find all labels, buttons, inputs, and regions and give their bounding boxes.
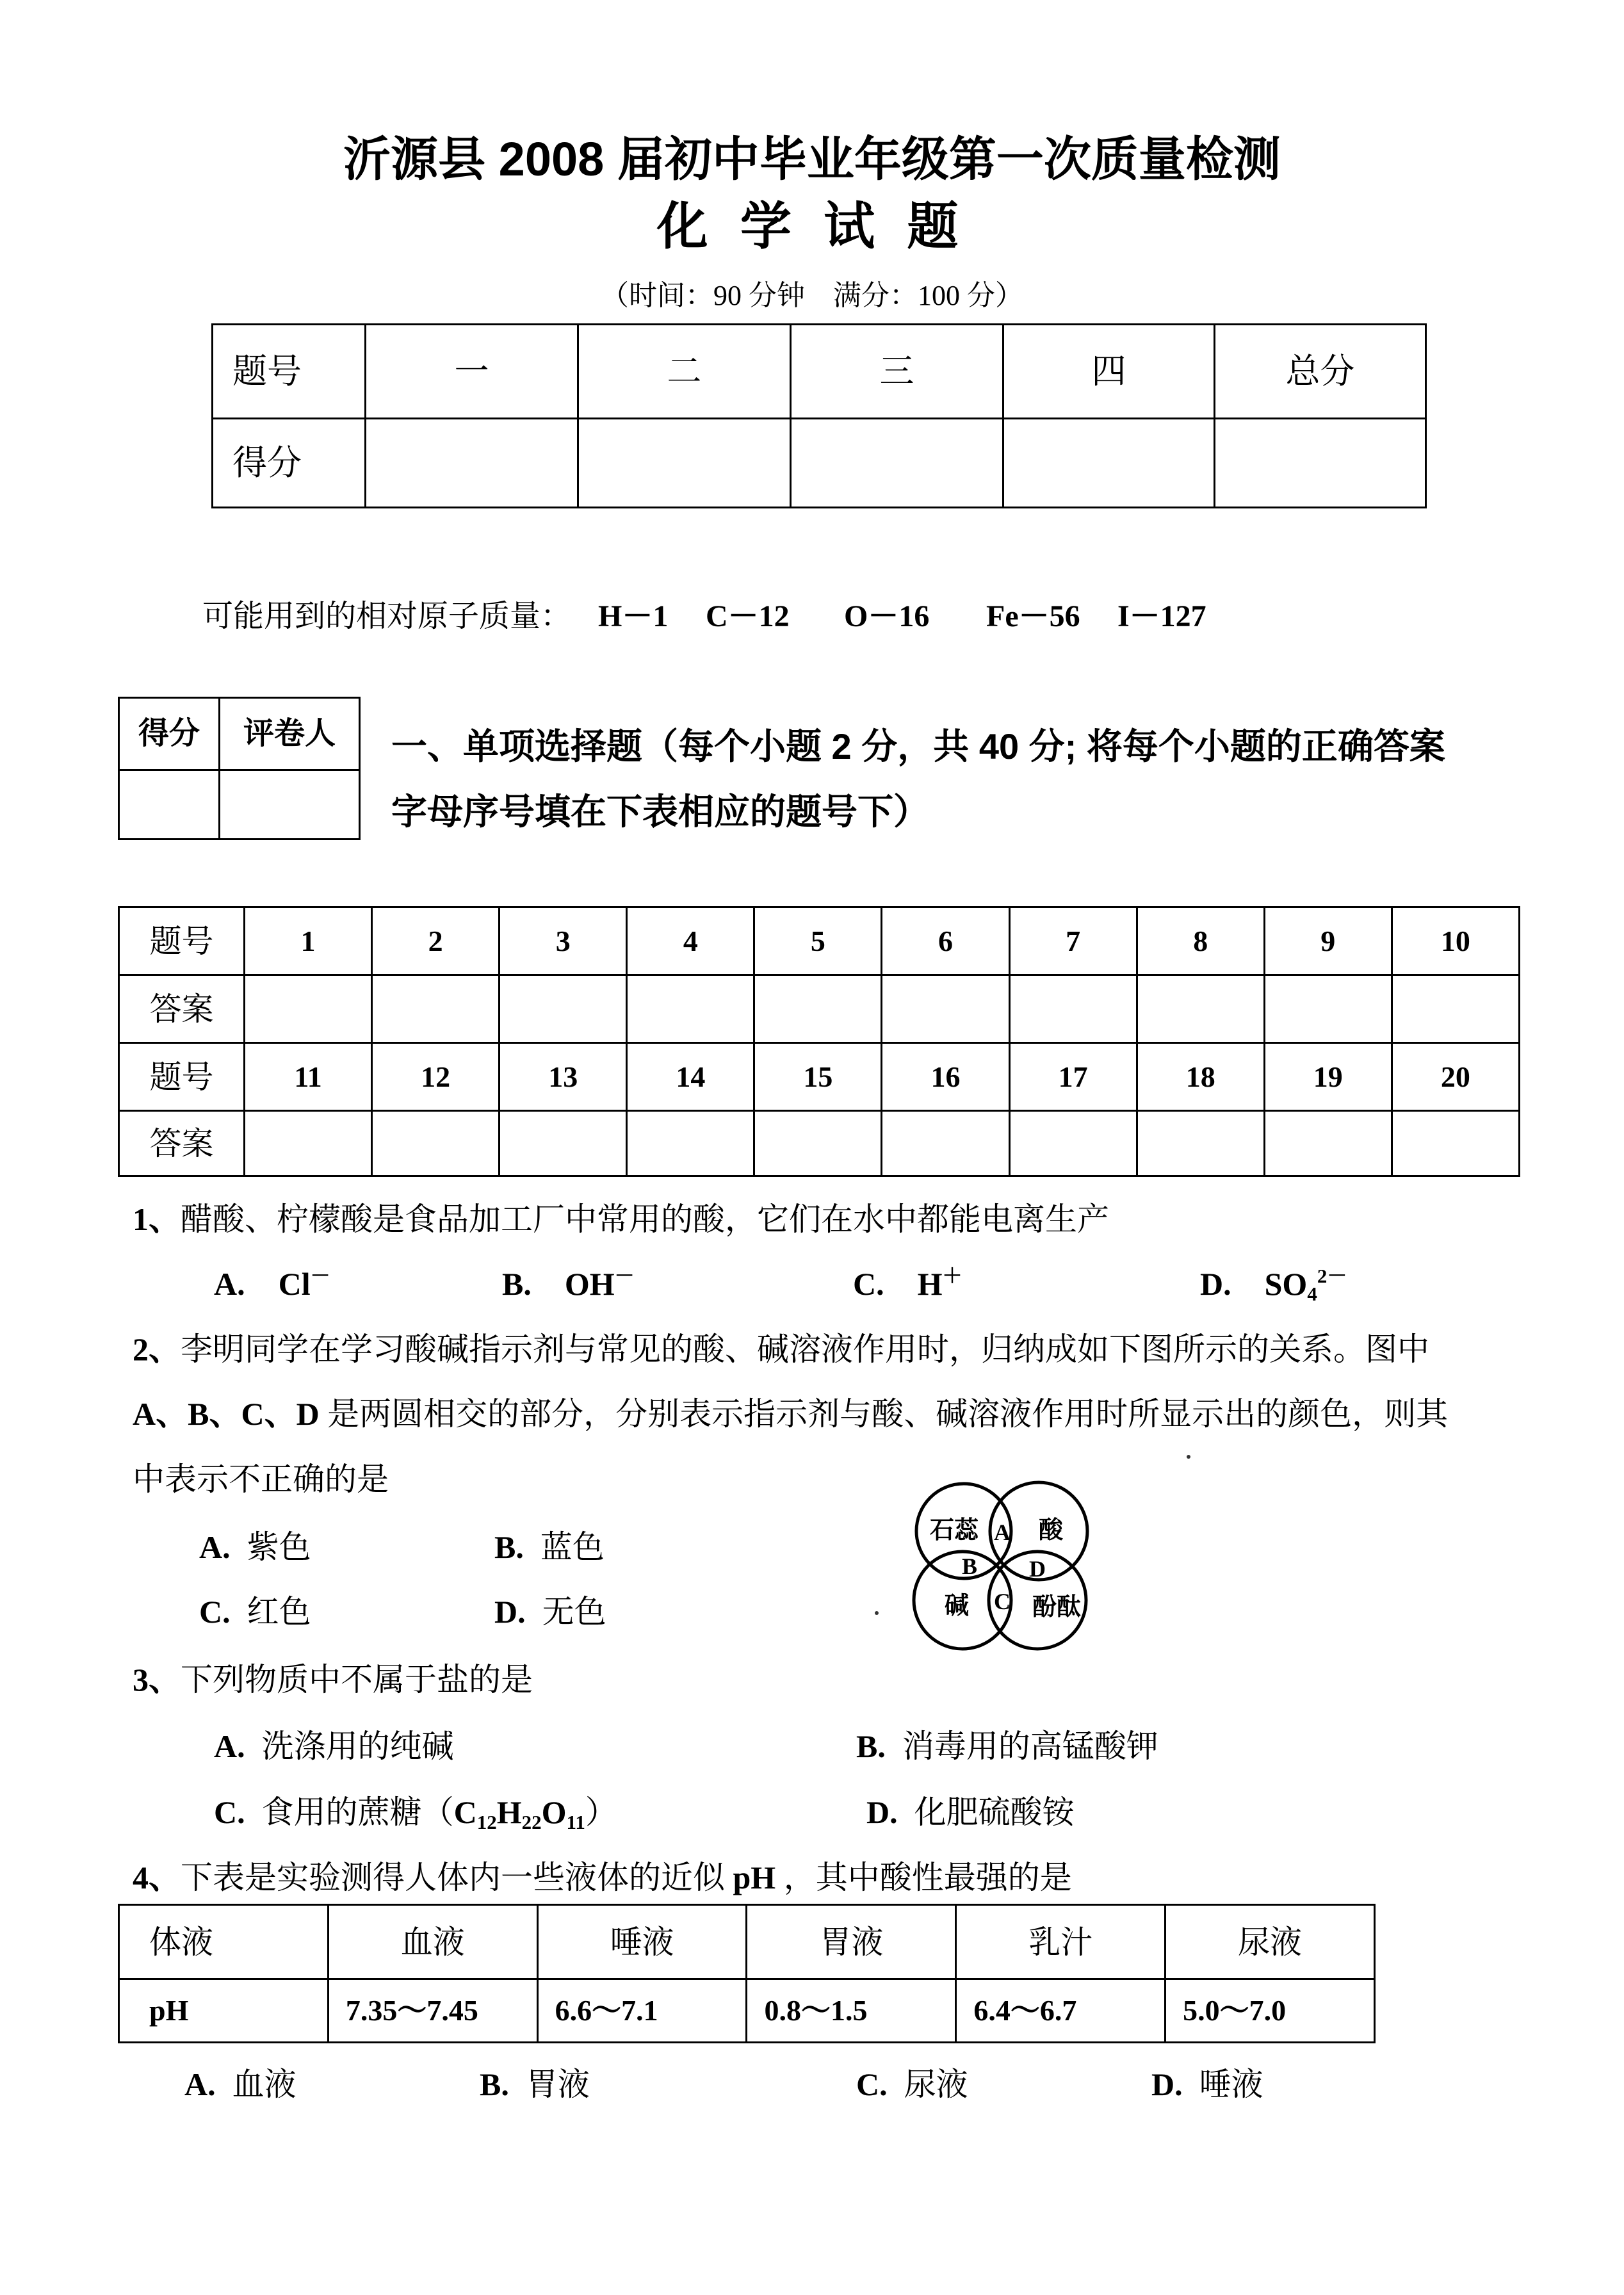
ph-table-header-cell: 唾液 xyxy=(537,1905,747,1979)
sucrose-formula xyxy=(453,1794,585,1833)
litmus-label: 石蕊 xyxy=(929,1517,979,1544)
region-letters: A、B、C、D xyxy=(133,1396,320,1432)
ph-table-header-row xyxy=(119,1905,1375,1979)
grader-box xyxy=(118,697,361,840)
ion-charge: ＋ xyxy=(942,1265,962,1288)
question-number: 8 xyxy=(1137,907,1264,975)
score-table-header-row xyxy=(213,325,1426,419)
section-1-heading-line-1: 一、单项选择题（每个小题 2 分，共 40 分; 将每个小题的正确答案 xyxy=(391,726,1445,766)
grader-box-score-label: 得分 xyxy=(119,698,220,770)
question-2-stem-line-3: 中表示不正确的是 xyxy=(133,1461,389,1497)
question-number: 9 xyxy=(1264,907,1392,975)
question-number: 5 xyxy=(754,907,882,975)
answer-cell xyxy=(372,1111,499,1176)
score-summary-table xyxy=(211,323,1427,508)
question-1-option-b xyxy=(502,1265,635,1302)
option-letter: C. xyxy=(856,2066,888,2102)
question-2-stem-line-1 xyxy=(133,1333,1429,1365)
formula-subscript: 4 xyxy=(1307,1282,1317,1305)
question-text: 下列物质中不属于盐的是 xyxy=(181,1662,533,1698)
atomic-mass-label: 可能用到的相对原子质量： xyxy=(202,599,572,633)
indicator-venn-diagram xyxy=(897,1466,1114,1665)
question-4-stem xyxy=(133,1861,1072,1894)
option-letter: D. xyxy=(866,1794,898,1830)
question-2-option-a xyxy=(199,1531,311,1563)
question-2-option-d xyxy=(494,1596,606,1628)
ion-charge: － xyxy=(310,1265,330,1288)
formula-symbol: H xyxy=(917,1266,943,1302)
option-text: 消毒用的高锰酸钾 xyxy=(902,1728,1158,1764)
option-letter: B. xyxy=(856,1728,886,1764)
grader-box-blank-row xyxy=(119,770,360,839)
option-text: 蓝色 xyxy=(540,1529,605,1565)
option-letter: A. xyxy=(214,1728,245,1764)
ph-table-header-cell: 血液 xyxy=(328,1905,537,1979)
question-2-option-b xyxy=(494,1531,605,1563)
question-number: 18 xyxy=(1137,1043,1264,1111)
question-number: 12 xyxy=(372,1043,499,1111)
question-number: 19 xyxy=(1264,1043,1392,1111)
answer-sheet-answer-label: 答案 xyxy=(119,1111,245,1176)
formula-subscript: 11 xyxy=(566,1810,585,1833)
score-table-part-3: 三 xyxy=(791,325,1003,419)
question-3-option-d xyxy=(866,1796,1075,1828)
question-2-option-c xyxy=(199,1596,311,1628)
answer-sheet-table xyxy=(118,906,1520,1177)
region-b-label: B xyxy=(961,1553,978,1579)
question-text: 下表是实验测得人体内一些液体的近似 xyxy=(181,1860,733,1895)
ph-table-row-label: pH xyxy=(119,1979,329,2043)
ph-table-value-cell: 0.8～1.5 xyxy=(747,1979,956,2043)
answer-cell xyxy=(1392,975,1519,1043)
question-3-option-b xyxy=(856,1730,1158,1762)
score-table-score-label: 得分 xyxy=(213,419,366,508)
question-3-option-c xyxy=(214,1794,617,1833)
answer-sheet-number-row xyxy=(119,1043,1520,1111)
formula-symbol: Cl xyxy=(278,1266,311,1302)
section-1-heading-line-2: 字母序号填在下表相应的题号下） xyxy=(391,791,929,832)
option-letter: D. xyxy=(1151,2066,1183,2102)
question-1-option-d xyxy=(1200,1265,1347,1305)
answer-sheet-answer-row xyxy=(119,975,1520,1043)
body-fluid-ph-table xyxy=(118,1904,1376,2043)
answer-cell xyxy=(499,975,627,1043)
option-letter: B. xyxy=(494,1529,524,1565)
ion-charge: － xyxy=(614,1265,635,1288)
atomic-mass-h: H－1 xyxy=(598,599,669,633)
atomic-mass-i: I－127 xyxy=(1117,599,1206,633)
grader-box-header-row xyxy=(119,698,360,770)
option-text: 化肥硫酸铵 xyxy=(914,1794,1075,1830)
question-text: 李明同学在学习酸碱指示剂与常见的酸、碱溶液作用时，归纳成如下图所示的关系。图中 xyxy=(181,1331,1429,1367)
option-letter: D. xyxy=(494,1594,526,1630)
question-4-option-d xyxy=(1151,2068,1263,2100)
acid-label: 酸 xyxy=(1038,1517,1064,1544)
question-number: 7 xyxy=(1009,907,1137,975)
score-table-part-1: 一 xyxy=(366,325,578,419)
question-number: 17 xyxy=(1009,1043,1137,1111)
formula-symbol: O xyxy=(541,1794,567,1830)
ph-term: pH xyxy=(733,1860,776,1895)
question-number: 1、 xyxy=(133,1201,181,1237)
score-cell xyxy=(1003,419,1215,508)
question-number: 6 xyxy=(882,907,1009,975)
answer-sheet-question-label: 题号 xyxy=(119,1043,245,1111)
option-letter: D. xyxy=(1200,1266,1231,1302)
question-number: 2、 xyxy=(133,1331,181,1367)
exam-time-and-score: （时间：90 分钟 满分：100 分） xyxy=(601,280,1023,311)
question-1-option-c xyxy=(853,1265,962,1302)
score-cell xyxy=(578,419,791,508)
option-letter: B. xyxy=(480,2066,509,2102)
option-text: 紫色 xyxy=(247,1529,311,1565)
answer-cell xyxy=(627,1111,754,1176)
ion-formula xyxy=(918,1266,962,1302)
question-2-stem-line-2 xyxy=(133,1398,1448,1430)
grader-box-grader-cell xyxy=(220,770,360,839)
question-4-option-b xyxy=(480,2068,590,2100)
answer-sheet-question-label: 题号 xyxy=(119,907,245,975)
ion-charge: 2－ xyxy=(1317,1265,1347,1288)
answer-cell xyxy=(1264,975,1392,1043)
answer-sheet-number-row xyxy=(119,907,1520,975)
score-table-part-2: 二 xyxy=(578,325,791,419)
ion-formula xyxy=(279,1266,330,1302)
question-number: 11 xyxy=(245,1043,372,1111)
score-table-question-label: 题号 xyxy=(213,325,366,419)
question-number: 10 xyxy=(1392,907,1519,975)
formula-subscript: 12 xyxy=(476,1810,497,1833)
answer-cell xyxy=(882,1111,1009,1176)
formula-symbol: SO xyxy=(1264,1266,1308,1302)
option-text: 无色 xyxy=(542,1594,606,1630)
option-letter: C. xyxy=(214,1794,245,1830)
question-number: 3 xyxy=(499,907,627,975)
region-a-label: A xyxy=(994,1520,1011,1545)
formula-symbol: H xyxy=(496,1794,522,1830)
atomic-mass-c: C－12 xyxy=(706,599,790,633)
formula-symbol: OH xyxy=(564,1266,615,1302)
scan-speck xyxy=(875,1611,879,1615)
answer-sheet-answer-row xyxy=(119,1111,1520,1176)
option-text: 血液 xyxy=(232,2066,296,2102)
ph-table-value-cell: 6.6～7.1 xyxy=(537,1979,747,2043)
question-1-stem xyxy=(133,1203,1109,1235)
ion-formula xyxy=(565,1266,635,1302)
ph-table-header-cell: 体液 xyxy=(119,1905,329,1979)
question-number: 4、 xyxy=(133,1860,181,1895)
answer-cell xyxy=(372,975,499,1043)
atomic-mass-o: O－16 xyxy=(844,599,930,633)
question-3-option-a xyxy=(214,1730,454,1762)
ph-table-header-cell: 胃液 xyxy=(747,1905,956,1979)
answer-cell xyxy=(245,1111,372,1176)
option-letter: A. xyxy=(184,2066,216,2102)
question-4-option-a xyxy=(184,2068,296,2100)
answer-cell xyxy=(245,975,372,1043)
score-table-part-4: 四 xyxy=(1003,325,1215,419)
answer-cell xyxy=(1392,1111,1519,1176)
question-1-option-a xyxy=(214,1265,330,1302)
exam-title: 沂源县 2008 届初中毕业年级第一次质量检测 xyxy=(343,133,1281,186)
answer-cell xyxy=(754,975,882,1043)
answer-cell xyxy=(1137,1111,1264,1176)
option-text: 胃液 xyxy=(525,2066,590,2102)
answer-cell xyxy=(627,975,754,1043)
option-text-closing: ） xyxy=(585,1794,617,1830)
answer-sheet-answer-label: 答案 xyxy=(119,975,245,1043)
formula-subscript: 22 xyxy=(521,1810,542,1833)
answer-cell xyxy=(499,1111,627,1176)
question-text: ，其中酸性最强的是 xyxy=(775,1860,1072,1895)
question-number: 3、 xyxy=(133,1662,181,1698)
score-cell xyxy=(366,419,578,508)
question-number: 4 xyxy=(627,907,754,975)
option-letter: C. xyxy=(199,1594,231,1630)
subject-title: 化 学 试 题 xyxy=(656,198,968,255)
option-letter: A. xyxy=(199,1529,231,1565)
option-letter: B. xyxy=(502,1266,532,1302)
score-cell xyxy=(791,419,1003,508)
formula-symbol: C xyxy=(453,1794,477,1830)
ph-table-header-cell: 尿液 xyxy=(1165,1905,1375,1979)
region-c-label: C xyxy=(994,1589,1011,1614)
ph-table-value-row xyxy=(119,1979,1375,2043)
option-text: 洗涤用的纯碱 xyxy=(261,1728,454,1764)
answer-cell xyxy=(1009,975,1137,1043)
question-number: 15 xyxy=(754,1043,882,1111)
score-table-score-row xyxy=(213,419,1426,508)
question-text: 醋酸、柠檬酸是食品加工厂中常用的酸，它们在水中都能电离生产 xyxy=(181,1201,1109,1237)
question-number: 16 xyxy=(882,1043,1009,1111)
option-letter: C. xyxy=(853,1266,884,1302)
question-4-option-c xyxy=(856,2068,968,2100)
grader-box-score-cell xyxy=(119,770,220,839)
score-table-total: 总分 xyxy=(1215,325,1426,419)
option-text: 食用的蔗糖（ xyxy=(261,1794,454,1830)
ph-table-value-cell: 7.35～7.45 xyxy=(328,1979,537,2043)
question-text: 是两圆相交的部分，分别表示指示剂与酸、碱溶液作用时所显示出的颜色，则其 xyxy=(319,1396,1449,1432)
answer-cell xyxy=(1009,1111,1137,1176)
base-label: 碱 xyxy=(944,1593,970,1619)
ph-table-header-cell: 乳汁 xyxy=(956,1905,1165,1979)
answer-cell xyxy=(882,975,1009,1043)
question-3-stem xyxy=(133,1664,533,1696)
option-text: 红色 xyxy=(247,1594,311,1630)
ph-table-value-cell: 5.0～7.0 xyxy=(1165,1979,1375,2043)
question-number: 13 xyxy=(499,1043,627,1111)
answer-cell xyxy=(1264,1111,1392,1176)
question-number: 2 xyxy=(372,907,499,975)
option-text: 尿液 xyxy=(904,2066,968,2102)
question-number: 1 xyxy=(245,907,372,975)
scan-speck xyxy=(1187,1455,1190,1459)
atomic-mass-fe: Fe－56 xyxy=(986,599,1080,633)
answer-cell xyxy=(754,1111,882,1176)
region-d-label: D xyxy=(1029,1556,1046,1582)
score-cell xyxy=(1215,419,1426,508)
ph-table-value-cell: 6.4～6.7 xyxy=(956,1979,1165,2043)
answer-cell xyxy=(1137,975,1264,1043)
ion-formula xyxy=(1264,1265,1347,1305)
grader-box-grader-label: 评卷人 xyxy=(220,698,360,770)
question-number: 14 xyxy=(627,1043,754,1111)
option-letter: A. xyxy=(214,1266,245,1302)
phenolphthalein-label: 酚酞 xyxy=(1032,1594,1082,1621)
question-number: 20 xyxy=(1392,1043,1519,1111)
option-text: 唾液 xyxy=(1199,2066,1263,2102)
